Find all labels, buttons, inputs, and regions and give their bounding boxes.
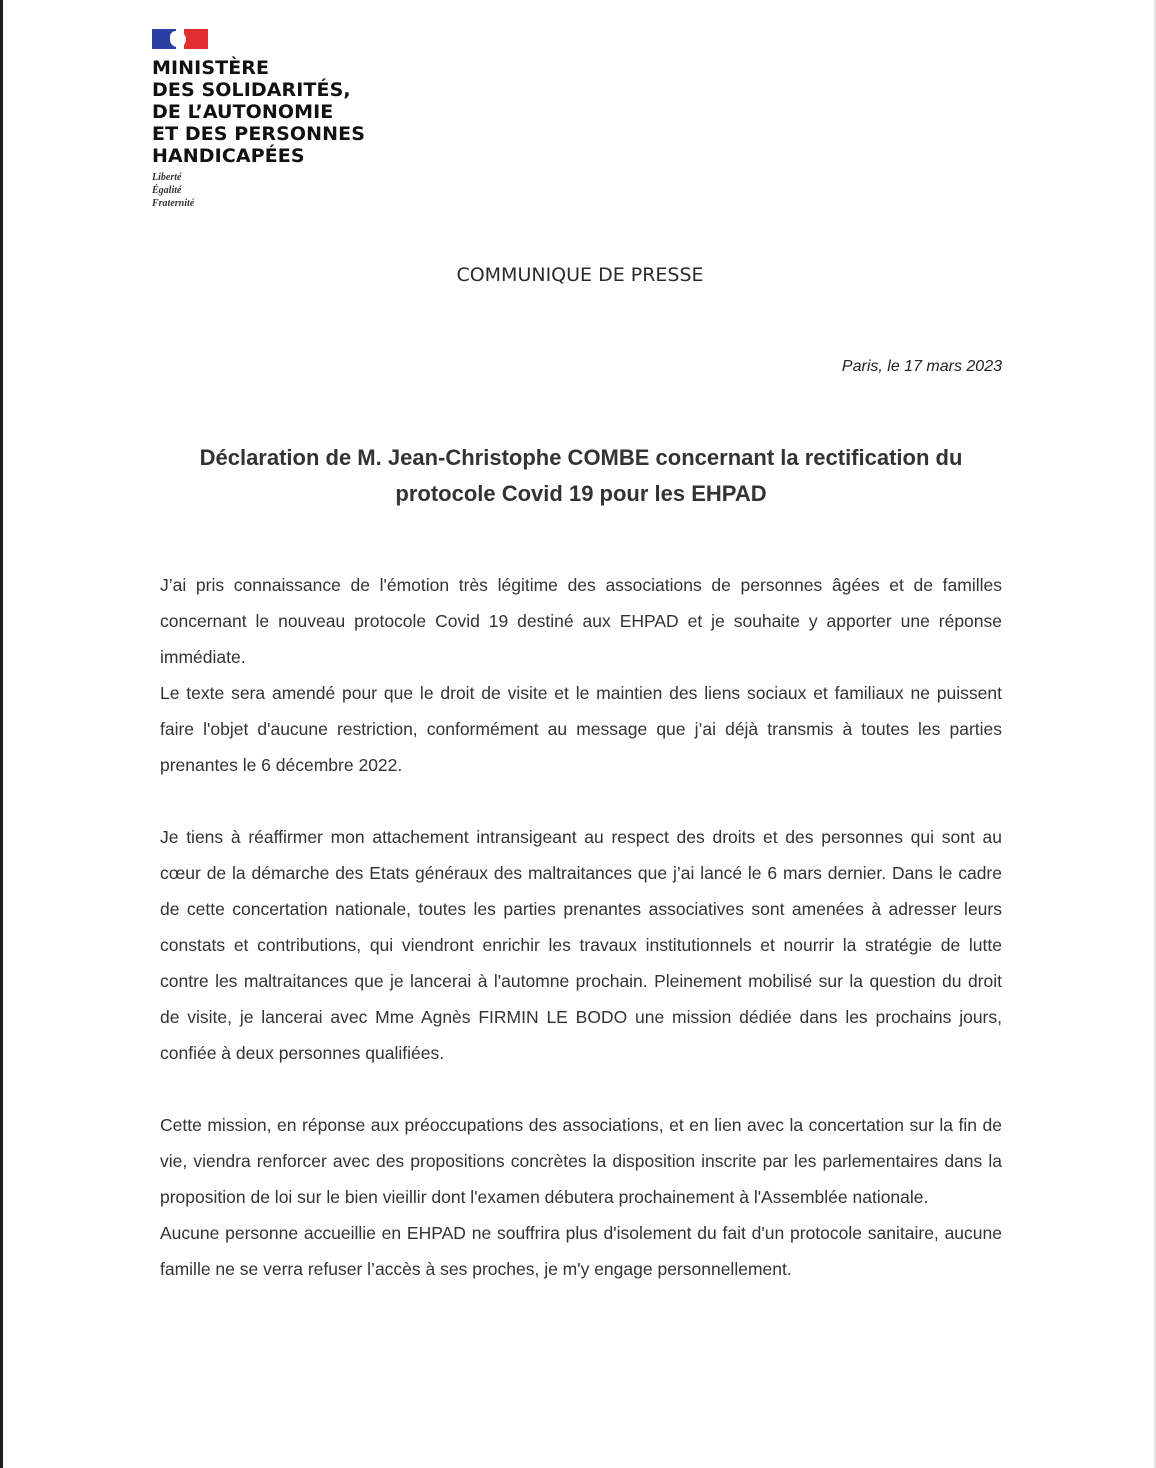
republic-motto [152,171,365,210]
paragraph-spacer [160,783,1002,819]
ministry-line: ET DES PERSONNES [152,123,366,145]
paragraph-spacer [160,1071,1002,1107]
motto-line: Fraternité [152,198,195,209]
document-type: COMMUNIQUE DE PRESSE [456,264,704,286]
ministry-line: DES SOLIDARITÉS, [152,79,351,101]
paragraph: Cette mission, en réponse aux préoccupations des associations, et en lien avec la concertation sur la fin de vie, viendra renforcer avec des propositions concrètes la disposition inscrite par les parlementaires dans la proposition de loi sur le bien vieillir dont l'examen débutera prochainement à l'Assemblée nationale. [160,1115,1002,1207]
paragraph: Aucune personne accueillie en EHPAD ne souffrira plus d'isolement du fait d'un protocole sanitaire, aucune famille ne se verra refuser l’accès à ses proches, je m'y engage personnellement. [160,1223,1002,1279]
document-body [160,567,1002,1287]
ministry-logo [152,29,365,210]
ministry-line: MINISTÈRE [152,57,270,79]
marianne-profile [170,31,186,47]
paragraph: Je tiens à réaffirmer mon attachement intransigeant au respect des droits et des personnes qui sont au cœur de la démarche des Etats généraux des maltraitances que j’ai lancé le 6 mars dernier. Dans le cadre de cette concertation nationale, toutes les parties prenantes associatives sont amenées à adresser leurs constats et contributions, qui viendront enrichir les travaux institutionnels et nourrir la stratégie de lutte contre les maltraitances que je lancerai à l'automne prochain. Pleinement mobilisé sur la question du droit de visite, je lancerai avec Mme Agnès FIRMIN LE BODO une mission dédiée dans les prochains jours, confiée à deux personnes qualifiées. [160,827,1002,1063]
document-date: Paris, le 17 mars 2023 [841,358,1002,375]
motto-line: Égalité [152,185,182,196]
paragraph: Le texte sera amendé pour que le droit de visite et le maintien des liens sociaux et familiaux ne puissent faire l'objet d'aucune restriction, conformément au message que j’ai déjà transmis à toutes les parties prenantes le 6 décembre 2022. [160,683,1002,775]
flag-red [184,29,208,49]
ministry-name [152,57,365,167]
ministry-line: DE L’AUTONOMIE [152,101,334,123]
motto-line: Liberté [152,172,182,183]
paragraph: J’ai pris connaissance de l'émotion très légitime des associations de personnes âgées et de familles concernant le nouveau protocole Covid 19 destiné aux EHPAD et je souhaite y apporter une réponse immédiate. [160,575,1002,667]
ministry-line: HANDICAPÉES [152,145,305,167]
document-title: Déclaration de M. Jean-Christophe COMBE concernant la rectification du protocole Covid 19 pour les EHPAD [199,445,963,506]
left-page-edge [0,0,3,1468]
marianne-flag-icon [152,29,208,49]
